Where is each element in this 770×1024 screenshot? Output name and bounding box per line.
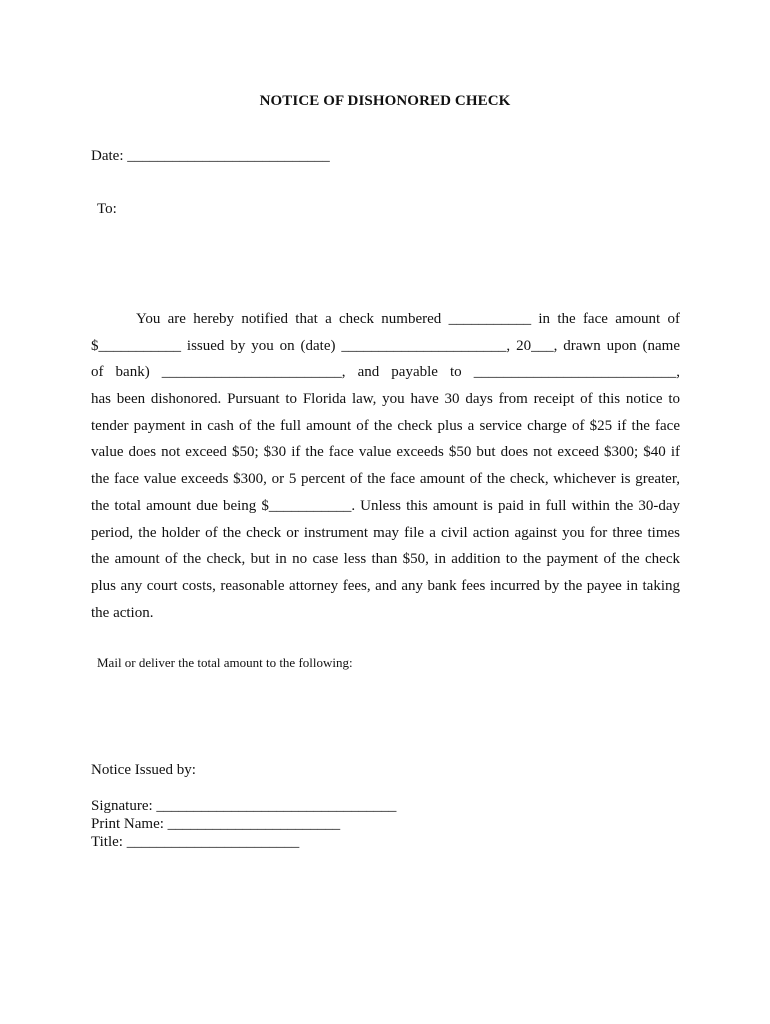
notice-issued-by-label: Notice Issued by:	[91, 762, 196, 778]
paragraph-line: plus any court costs, reasonable attorney fees, and any bank fees incurred by the payee in taking	[91, 577, 680, 594]
paragraph-line: the total amount due being $___________. Unless this amount is paid in full within the 30-day	[91, 497, 680, 514]
paragraph-line: tender payment in cash of the full amount of the check plus a service charge of $25 if the face	[91, 417, 680, 434]
date-field: Date: ___________________________	[91, 148, 330, 164]
paragraph-line: value does not exceed $50; $30 if the face value exceeds $50 but does not exceed $300; $40 if	[91, 444, 680, 461]
title-field: Title: _______________________	[91, 834, 300, 850]
paragraph-line: the amount of the check, but in no case less than $50, in addition to the payment of the check	[91, 551, 680, 568]
paragraph-line: $___________ issued by you on (date) ______________________, 20___, drawn upon (name	[91, 337, 680, 354]
paragraph-line: You are hereby notified that a check numbered ___________ in the face amount of	[136, 311, 680, 327]
to-label: To:	[97, 201, 117, 217]
print-name-field: Print Name: _______________________	[91, 816, 341, 832]
signature-field: Signature: ________________________________	[91, 798, 397, 814]
paragraph-line: has been dishonored. Pursuant to Florida law, you have 30 days from receipt of this notice to	[91, 391, 680, 408]
paragraph-line: the action.	[91, 604, 154, 621]
paragraph-line: period, the holder of the check or instrument may file a civil action against you for three times	[91, 524, 680, 541]
paragraph-line: the face value exceeds $300, or 5 percent of the face amount of the check, whichever is greater,	[91, 471, 680, 488]
paragraph-line: of bank) ________________________, and payable to ___________________________,	[91, 364, 680, 381]
notice-paragraph	[91, 306, 680, 626]
document-title: NOTICE OF DISHONORED CHECK	[259, 93, 511, 109]
mail-instruction: Mail or deliver the total amount to the following:	[97, 655, 353, 670]
